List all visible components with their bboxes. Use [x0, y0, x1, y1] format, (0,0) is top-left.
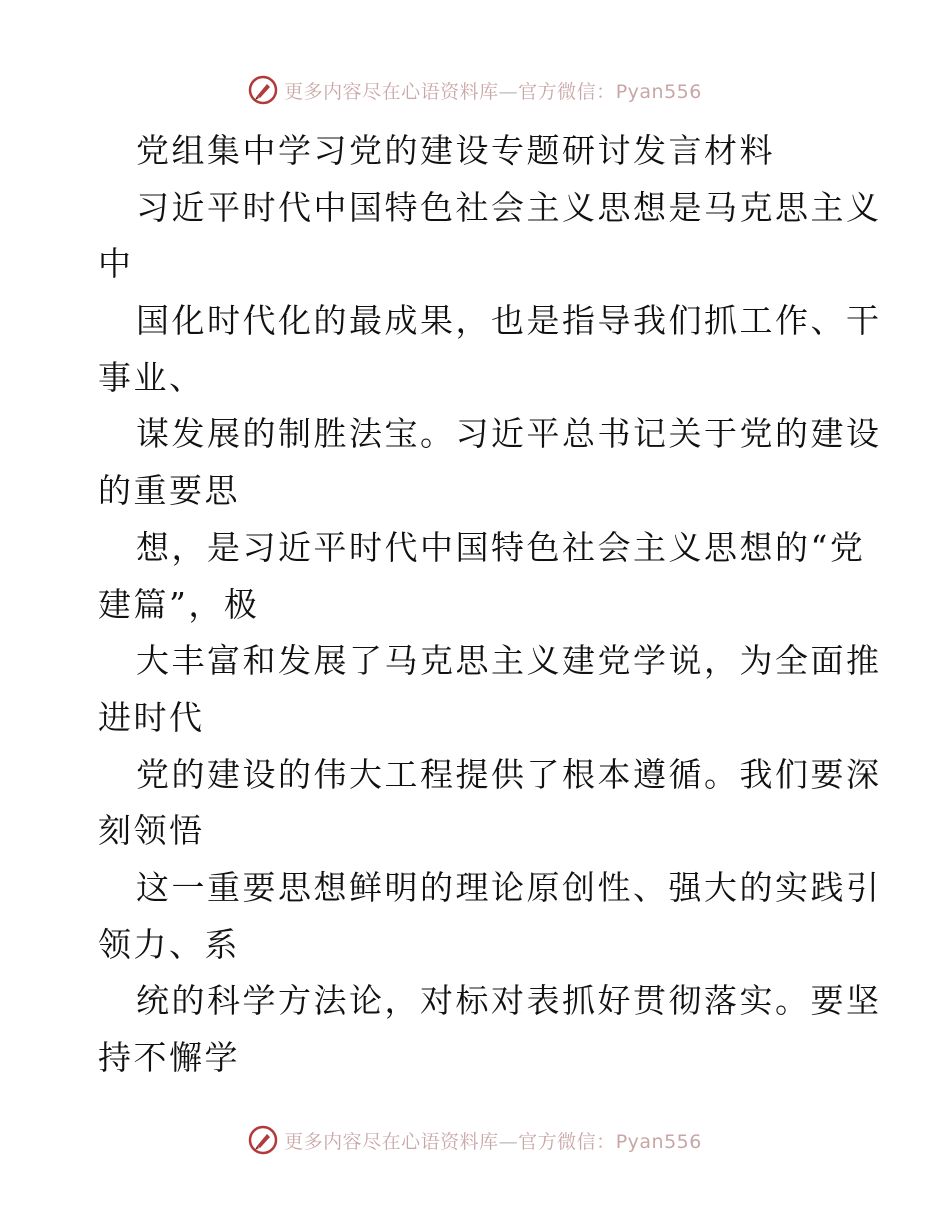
- pen-logo-icon: [248, 75, 278, 105]
- text-line: 中: [98, 244, 134, 284]
- text-line: 统的科学方法论，对标对表抓好贯彻落实。要坚: [136, 981, 882, 1021]
- watermark-text: [284, 1127, 702, 1154]
- text-line: 事业、: [98, 357, 205, 397]
- watermark-wechat-id: Pyan556: [615, 1130, 702, 1153]
- text-line: 这一重要思想鲜明的理论原创性、强大的实践引: [136, 867, 882, 907]
- text-line: 习近平时代中国特色社会主义思想是马克思主义: [136, 187, 882, 227]
- watermark-wechat-label: 官方微信：: [518, 1130, 616, 1153]
- text-line: 建篇”，极: [98, 584, 260, 624]
- text-line: 大丰富和发展了马克思主义建党学说，为全面推: [136, 641, 882, 681]
- watermark-wechat-id: Pyan556: [615, 80, 702, 103]
- text-line: 进时代: [98, 697, 205, 737]
- text-line: 刻领悟: [98, 811, 205, 851]
- text-line: 持不懈学: [98, 1038, 240, 1077]
- text-line: 党组集中学习党的建设专题研讨发言材料: [136, 131, 775, 170]
- text-line: 国化时代化的最成果，也是指导我们抓工作、干: [136, 301, 882, 341]
- pen-logo-icon: [248, 1125, 278, 1155]
- header-watermark: [0, 70, 950, 110]
- text-line: 党的建设的伟大工程提供了根本遵循。我们要深: [136, 754, 882, 794]
- watermark-separator: —: [498, 1130, 519, 1153]
- watermark-separator: —: [498, 80, 519, 103]
- watermark-main: 更多内容尽在心语资料库: [284, 1130, 499, 1153]
- footer-watermark: [0, 1120, 950, 1160]
- text-line: 的重要思: [98, 471, 240, 511]
- document-body: [98, 123, 882, 1087]
- watermark-main: 更多内容尽在心语资料库: [284, 80, 499, 103]
- watermark-text: [284, 77, 702, 104]
- text-line: 谋发展的制胜法宝。习近平总书记关于党的建设: [136, 414, 882, 454]
- text-line: 想，是习近平时代中国特色社会主义思想的“党: [136, 527, 866, 567]
- watermark-wechat-label: 官方微信：: [518, 80, 616, 103]
- text-line: 领力、系: [98, 924, 240, 964]
